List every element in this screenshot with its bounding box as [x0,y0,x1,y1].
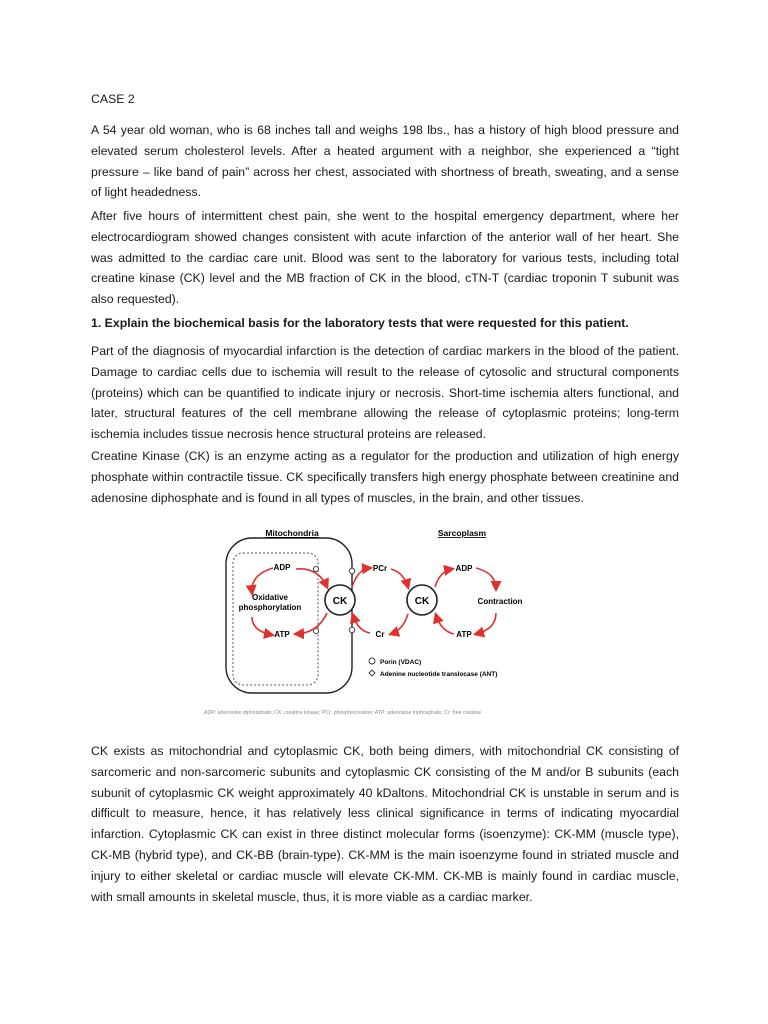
porin-marker-top [349,568,355,574]
ant-marker-top [313,566,318,571]
atp-label-mito: ATP [274,630,290,639]
mito-ck-label: CK [332,596,348,607]
phosphorylation-label: phosphorylation [238,603,302,612]
legend-circle-icon [369,658,375,664]
contraction-label: Contraction [477,597,523,606]
ck-shuttle-svg [200,513,530,723]
mitochondria-outer-membrane [226,538,352,693]
sarcoplasm-label: Sarcoplasm [437,528,487,538]
figure-caption: ADP: adenosine diphosphate; CK: creatine kinase; PCr: phosphocreatine; ATP: adenosine triphosphate; Cr: free creatine [204,710,482,716]
legend-diamond-icon [369,670,375,676]
paragraph-ck-isoenzymes: CK exists as mitochondrial and cytoplasmic CK, both being dimers, with mitochondrial CK consisting of sarcomeric and non-sarcomeric subunits and cytoplasmic CK consisting of the M and/or B subunits (each subunit of cytoplasmic CK weight approximately 40 kDaltons. Mitochondrial CK is unstable in serum and is difficult to measure, hence, it has relatively less clinical significance in terms of indicating myocardial infarction. Cytoplasmic CK can exist in three distinct molecular forms (isoenzyme): CK-MM (muscle type), CK-MB (hybrid type), and CK-BB (brain-type). CK-MM is the main isoenzyme found in striated muscle and injury to either skeletal or cardiac muscle will elevate CK-MM. CK-MB is mainly found in cardiac muscle, with small amounts in skeletal muscle, thus, it is more viable as a cardiac marker. [91,744,679,904]
mitochondria-inner-membrane [233,553,318,685]
red-arrow-7 [391,569,408,587]
red-arrow-4 [296,613,327,634]
red-arrow-9 [435,569,452,587]
red-arrow-2 [252,617,272,635]
adp-label-sarco: ADP [455,564,473,573]
paragraph-hospital-admission: After five hours of intermittent chest pain, she went to the hospital emergency department, where her electrocardiogram showed changes consistent with acute infarction of the anterior wall of her heart. She was admitted to the cardiac care unit. Blood was sent to the laboratory for various tests, including total creatine kinase (CK) level and the MB fraction of CK in the blood, cTN-T (cardiac troponin T subunit was also requested). [91,209,679,307]
paragraph-creatine-kinase: Creatine Kinase (CK) is an enzyme acting as a regulator for the production and utilization of high energy phosphate within contractile tissue. CK specifically transfers high energy phosphate between creatinine and adenosine diphosphate and is found in all types of muscles, in the brain, and other tissues. [91,449,679,505]
red-arrow-12 [476,613,496,634]
red-arrow-10 [436,615,454,634]
paragraph-patient-history: A 54 year old woman, who is 68 inches tall and weighs 198 lbs., has a history of high blood pressure and elevated serum cholesterol levels. After a heated argument with a neighbor, she experienced a “tight pressure – like band of pain” across her chest, associated with shortness of breath, sweating, and a sense of light headedness. [91,123,679,200]
porin-marker-bottom [349,627,355,633]
cr-label: Cr [375,630,385,639]
adp-label-mito: ADP [273,563,291,572]
pcr-label: PCr [372,564,388,573]
atp-label-sarco: ATP [456,630,472,639]
case-title: CASE 2 [91,92,135,106]
oxidative-label: Oxidative [251,593,289,602]
red-arrow-6 [353,615,370,633]
cyto-ck-label: CK [414,596,430,607]
question-heading: 1. Explain the biochemical basis for the laboratory tests that were requested for this patient. [91,316,629,330]
red-arrow-11 [476,568,496,589]
red-arrow-3 [296,569,327,587]
red-arrow-8 [391,614,408,634]
ck-shuttle-diagram [200,513,530,723]
legend-porin: Porin (VDAC) [380,659,422,666]
red-arrow-1 [252,568,273,593]
mitochondria-label: Mitochondria [265,528,319,538]
legend-ant: Adenine nucleotide translocase (ANT) [380,671,498,678]
paragraph-cardiac-markers: Part of the diagnosis of myocardial infarction is the detection of cardiac markers in the blood of the patient. Damage to cardiac cells due to ischemia will result to the release of cytosolic and structural components (proteins) which can be quantified to indicate injury or necrosis. Short-time ischemia alters functional, and later, structural features of the cell membrane allowing the release of cytoplasmic proteins; long-term ischemia includes tissue necrosis hence structural proteins are released. [91,344,679,442]
